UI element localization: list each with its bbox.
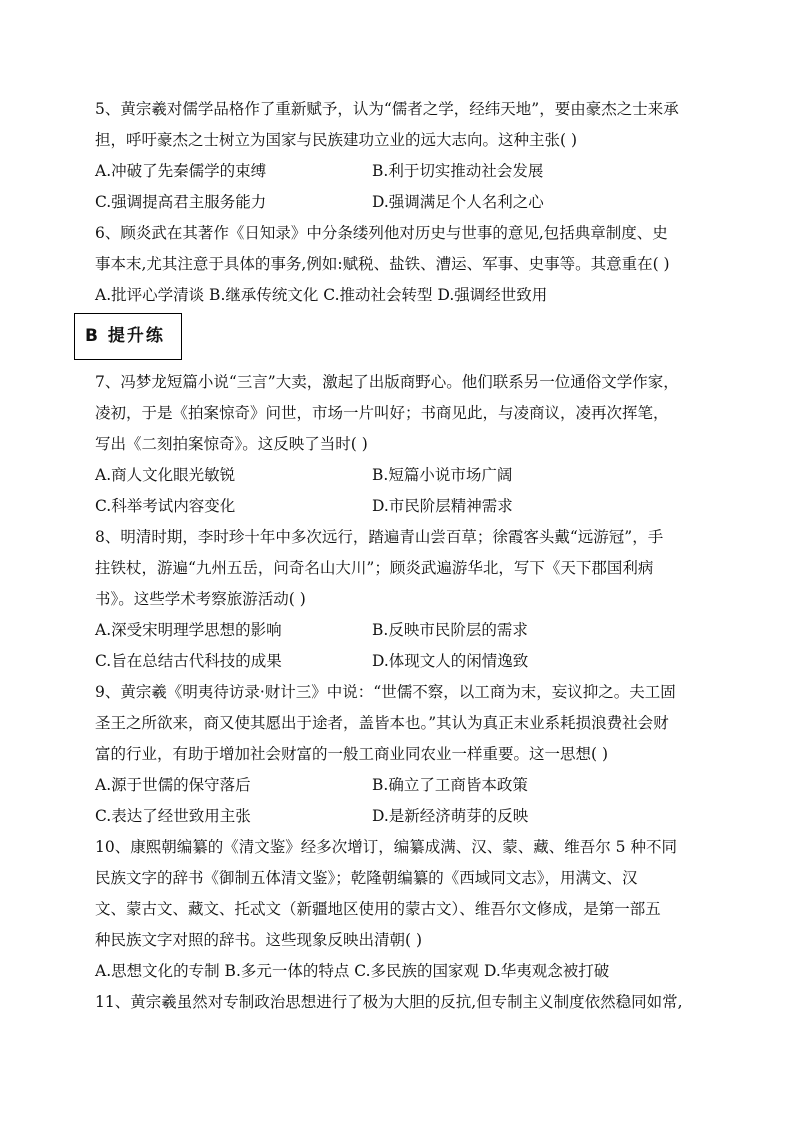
question-6-text: 6、顾炎武在其著作《日知录》中分条缕列他对历史与世事的意见,包括典章制度、史 <box>95 224 668 242</box>
question-9-option-a: A.源于世儒的保守落后 <box>95 776 251 794</box>
question-5-option-a: A.冲破了先秦儒学的束缚 <box>95 162 267 180</box>
question-7-option-b: B.短篇小说市场广阔 <box>372 466 513 484</box>
question-10-text: 文、蒙古文、藏文、托忒文（新疆地区使用的蒙古文）、维吾尔文修成，是第一部五 <box>95 900 661 918</box>
question-8-text: 8、明清时期，李时珍十年中多次远行，踏遍青山尝百草；徐霞客头戴“远游冠”，手 <box>95 528 664 546</box>
question-6-options: A.批评心学清谈 B.继承传统文化 C.推动社会转型 D.强调经世致用 <box>95 286 548 304</box>
question-7-option-d: D.市民阶层精神需求 <box>372 497 513 515</box>
question-8-text: 书》。这些学术考察旅游活动( ) <box>95 590 306 608</box>
question-7-text: 凌初，于是《拍案惊奇》问世，市场一片叫好；书商见此，与凌商议，凌再次挥笔， <box>95 404 669 422</box>
question-5-option-d: D.强调满足个人名利之心 <box>372 193 544 211</box>
question-10-options: A.思想文化的专制 B.多元一体的特点 C.多民族的国家观 D.华夷观念被打破 <box>95 962 610 980</box>
question-8-option-c: C.旨在总结古代科技的成果 <box>95 652 282 670</box>
section-title: B 提升练 <box>85 326 165 346</box>
question-7-text: 7、冯梦龙短篇小说“三言”大卖，激起了出版商野心。他们联系另一位通俗文学作家， <box>95 373 679 391</box>
question-9-text: 富的行业，有助于增加社会财富的一般工商业同农业一样重要。这一思想( ) <box>95 745 609 763</box>
question-5-text: 5、黄宗羲对儒学品格作了重新赋予，认为“儒者之学，经纬天地”，要由豪杰之士来承 <box>95 100 679 118</box>
question-9-text: 9、黄宗羲《明夷待访录·财计三》中说：“世儒不察，以工商为末，妄议抑之。夫工固 <box>95 683 676 701</box>
question-6-text: 事本末,尤其注意于具体的事务,例如:赋税、盐铁、漕运、军事、史事等。其意重在( ) <box>95 255 670 273</box>
question-10-text: 10、康熙朝编纂的《清文鉴》经多次增订，编纂成满、汉、蒙、藏、维吾尔 5 种不同 <box>95 838 677 856</box>
question-9-option-b: B.确立了工商皆本政策 <box>372 776 528 794</box>
question-10-text: 种民族文字对照的辞书。这些现象反映出清朝( ) <box>95 931 423 949</box>
question-7-text: 写出《二刻拍案惊奇》。这反映了当时( ) <box>95 435 368 453</box>
question-9-text: 圣王之所欲来，商又使其愿出于途者，盖皆本也。”其认为真正末业系耗损浪费社会财 <box>95 714 669 732</box>
question-9-option-c: C.表达了经世致用主张 <box>95 807 251 825</box>
question-5-option-b: B.利于切实推动社会发展 <box>372 162 544 180</box>
question-5-option-c: C.强调提高君主服务能力 <box>95 193 267 211</box>
question-9-option-d: D.是新经济萌芽的反映 <box>372 807 529 825</box>
section-header-box <box>74 313 182 360</box>
question-8-option-a: A.深受宋明理学思想的影响 <box>95 621 282 639</box>
question-8-option-d: D.体现文人的闲情逸致 <box>372 652 529 670</box>
question-7-option-c: C.科举考试内容变化 <box>95 497 236 515</box>
question-8-text: 拄铁杖，游遍“九州五岳，问奇名山大川”；顾炎武遍游华北，写下《天下郡国利病 <box>95 559 654 577</box>
question-5-text: 担，呼吁豪杰之士树立为国家与民族建功立业的远大志向。这种主张( ) <box>95 131 578 149</box>
question-11-text: 11、黄宗羲虽然对专制政治思想进行了极为大胆的反抗,但专制主义制度依然稳同如常, <box>95 993 683 1011</box>
question-10-text: 民族文字的辞书《御制五体清文鉴》；乾隆朝编纂的《西域同文志》，用满文、汉 <box>95 869 638 887</box>
question-8-option-b: B.反映市民阶层的需求 <box>372 621 528 639</box>
question-7-option-a: A.商人文化眼光敏锐 <box>95 466 236 484</box>
